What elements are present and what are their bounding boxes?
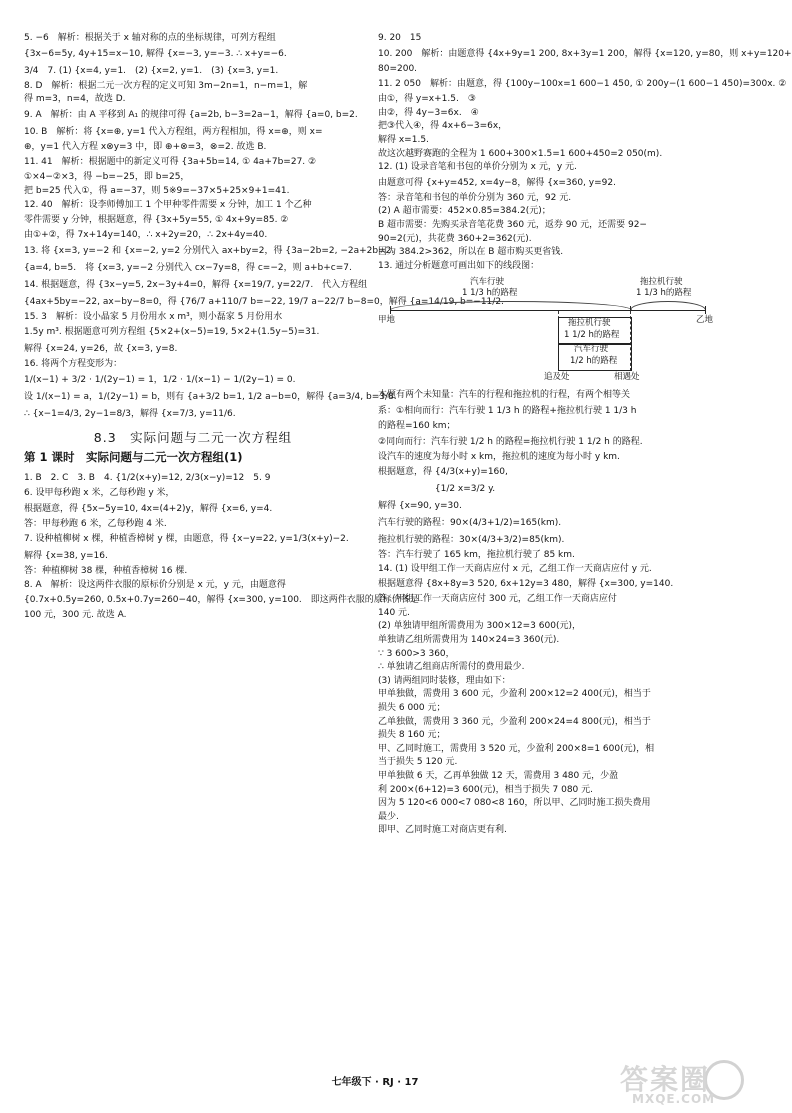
answer-line: 答：录音笔和书包的单价分别为 360 元，92 元. xyxy=(378,192,572,203)
car-brace xyxy=(390,301,632,310)
answer-line: 零件需要 y 分钟，根据题意，得 {3x+5y=55, ① 4x+9y=85. ② xyxy=(24,215,289,226)
answer-line: {1/2 x=3/2 y. xyxy=(378,484,496,495)
answer-line: 把 b=25 代入①，得 a=−37，则 5※9=−37×5+25×9+1=41. xyxy=(24,185,290,196)
answer-line: 5. −6 解析：根据关于 x 轴对称的点的坐标规律，可列方程组 xyxy=(24,33,276,43)
answer-line: 解得 x=1.5. xyxy=(378,134,429,145)
answer-line: 13. 通过分析题意可画出如下的线段图： xyxy=(378,260,540,271)
answer-line: {4ax+5by=−22, ax−by−8=0，得 {76/7 a+110/7 b=−22, 19/7 a−22/7 b−8=0，解得 {a=14/19, b=−11/2. xyxy=(24,296,504,307)
answer-block-13-14 xyxy=(378,389,728,838)
answer-line: 12. (1) 设录音笔和书包的单价分别为 x 元，y 元. xyxy=(378,162,577,173)
answer-line: 6. 设甲每秒跑 x 米，乙每秒跑 y 米， xyxy=(24,487,175,498)
route-line xyxy=(390,310,706,311)
answer-line: 1. B 2. C 3. B 4. {1/2(x+y)=12, 2/3(x−y)=12 5. 9 xyxy=(24,472,271,483)
answer-line: 11. 2 050 解析：由题意，得 {100y−100x=1 600−1 450, ① 200y−(1 600−1 450)=300x. ② xyxy=(378,79,787,90)
answer-line: 由②，得 4y−3=6x. ④ xyxy=(378,107,479,118)
answer-line: 9. 20 15 xyxy=(378,33,422,43)
answer-line: 故这次越野赛跑的全程为 1 600+300×1.5=1 600+450=2 050(m). xyxy=(378,148,663,159)
answer-line: 最少. xyxy=(378,811,399,822)
answer-line: 甲、乙同时施工，需费用 3 520 元，少盈利 200×8=1 600(元)，相 xyxy=(378,743,655,754)
watermark-logo xyxy=(612,1058,742,1108)
answer-line: 损失 8 160 元； xyxy=(378,730,446,741)
answer-line: 解得 {x=38, y=16. xyxy=(24,551,108,562)
route-start-tick xyxy=(390,306,391,314)
tractor-box-fraction: 1 1/2 h的路程 xyxy=(564,330,620,341)
answer-line: 9. A 解析：由 A 平移到 A₁ 的规律可得 {a=2b, b−3=2a−1，解得 {a=0, b=2. xyxy=(24,109,358,120)
watermark-url: MXQE.COM xyxy=(632,1092,716,1106)
answer-line: 解得 {x=90, y=30. xyxy=(378,501,462,512)
answer-line: 因为 384.2>362，所以在 B 超市购买更省钱. xyxy=(378,247,564,258)
catch-up-label: 追及处 xyxy=(544,372,570,383)
segment-diagram xyxy=(378,277,728,383)
answer-line: 设 1/(x−1) = a，1/(2y−1) = b，则有 {a+3/2 b=1, 1/2 a−b=0，解得 {a=3/4, b=3/8. xyxy=(24,391,397,402)
answer-line: 当于损失 5 120 元. xyxy=(378,757,458,768)
answer-line: 12. 40 解析：设李师傅加工 1 个甲种零件需要 x 分钟，加工 1 个乙种 xyxy=(24,199,312,210)
answer-line: 由题意可得 {x+y=452, x=4y−8，解得 {x=360, y=92. xyxy=(378,177,616,188)
answer-line: 损失 6 000 元； xyxy=(378,703,446,714)
answer-line: 16. 将两个方程变形为： xyxy=(24,359,123,370)
tractor-brace xyxy=(630,301,706,310)
answer-line: 10. B 解析：将 {x=⊕, y=1 代入方程组，两方程相加，得 x=⊕，则 x= xyxy=(24,126,323,137)
answer-line: 设汽车的速度为每小时 x km，拖拉机的速度为每小时 y km. xyxy=(378,451,620,462)
answer-line: 的路程=160 km； xyxy=(378,420,456,431)
answer-line: 把③代入④，得 4x+6−3=6x， xyxy=(378,121,508,132)
answer-line: ⊕，y=1 代入方程 x⊗y=3 中，即 ⊕+⊗=3，⊗=2. 故选 B. xyxy=(24,141,267,152)
car-top-label: 汽车行驶 xyxy=(470,277,505,288)
route-end-tick xyxy=(705,306,706,314)
watermark-title: 答案圈 xyxy=(620,1063,711,1096)
answer-line: B 超市需要：先购买录音笔花费 360 元，返券 90 元，还需要 92− xyxy=(378,219,647,230)
answer-line: 系：①相向而行：汽车行驶 1 1/3 h 的路程+拖拉机行驶 1 1/3 h xyxy=(378,405,637,416)
answer-line: 得 m=3，n=4，故选 D. xyxy=(24,94,126,105)
answer-line: 8. A 解析：设这两件衣服的原标价分别是 x 元，y 元，由题意得 xyxy=(24,579,286,590)
answer-line: 140 元. xyxy=(378,607,410,618)
answer-line: 汽车行驶的路程：90×(4/3+1/2)=165(km). xyxy=(378,518,562,529)
answer-line: 由①，得 y=x+1.5. ③ xyxy=(378,94,476,105)
answer-line: 14. 根据题意，得 {3x−y=5, 2x−3y+4=0，解得 {x=19/7, y=22/7. 代入方程组 xyxy=(24,279,368,290)
answer-line: 3/4 7. (1) {x=4, y=1. (2) {x=2, y=1. (3) {x=3, y=1. xyxy=(24,65,279,76)
answer-line: {3x−6=5y, 4y+15=x−10, 解得 {x=−3, y=−3. ∴ x+y=−6. xyxy=(24,48,287,59)
answer-line: 本题有两个未知量：汽车的行程和拖拉机的行程，有两个相等关 xyxy=(378,390,631,401)
answer-line: ∵ 3 600>3 360， xyxy=(378,648,455,659)
answer-line: ∴ 单独请乙组商店所需付的费用最少. xyxy=(378,662,525,673)
answer-line: 13. 将 {x=3, y=−2 和 {x=−2, y=2 分别代入 ax+by=2，得 {3a−2b=2, −2a+2b=2. xyxy=(24,245,395,256)
answer-line: (3) 请两组同时装修，理由如下： xyxy=(378,675,511,686)
answer-line: 由①+②，得 7x+14y=140，∴ x+2y=20，∴ 2x+4y=40. xyxy=(24,230,268,241)
answer-line: 利 200×(6+12)=3 600(元)，相当于损失 7 080 元. xyxy=(378,784,593,795)
answer-line: 100 元，300 元. 故选 A. xyxy=(24,610,127,621)
answer-line: (2) 单独请甲组所需费用为 300×12=3 600(元)， xyxy=(378,621,581,632)
answer-line: 根据题意得 {8x+8y=3 520, 6x+12y=3 480，解得 {x=300, y=140. xyxy=(378,579,674,590)
answer-line: 14. (1) 设甲组工作一天商店应付 x 元，乙组工作一天商店应付 y 元. xyxy=(378,563,652,574)
answer-line: 答：汽车行驶了 165 km，拖拉机行驶了 85 km. xyxy=(378,550,575,561)
answer-line: 90=2(元)，共花费 360+2=362(元). xyxy=(378,233,532,244)
answer-line: 7. 设种植柳树 x 棵，种植香樟树 y 棵，由题意，得 {x−y=22, y=1/3(x+y)−2. xyxy=(24,534,349,545)
tractor-box-label: 拖拉机行驶 xyxy=(568,318,611,329)
car-box-label: 汽车行驶 xyxy=(574,344,609,355)
tractor-top-fraction: 1 1/3 h的路程 xyxy=(636,288,692,299)
answer-line: {0.7x+0.5y=260, 0.5x+0.7y=260−40，解得 {x=300, y=100. 即这两件衣服的原标价各是 xyxy=(24,595,419,606)
tractor-top-label: 拖拉机行驶 xyxy=(640,277,683,288)
lesson-title: 第 1 课时 实际问题与二元一次方程组(1) xyxy=(24,449,243,464)
answer-line: ②同向而行：汽车行驶 1/2 h 的路程=拖拉机行驶 1 1/2 h 的路程. xyxy=(378,436,643,447)
answer-line: 解得 {x=24, y=26，故 {x=3, y=8. xyxy=(24,344,178,355)
answer-block-9-13 xyxy=(378,32,792,273)
end-place-label: 乙地 xyxy=(696,315,714,326)
answer-line: ①×4−②×3，得 −b=−25，即 b=25， xyxy=(24,172,190,183)
answer-line: {a=4, b=5. 将 {x=3, y=−2 分别代入 cx−7y=8，得 c=−2，则 a+b+c=7. xyxy=(24,262,352,273)
answer-line: 80=200. xyxy=(378,63,418,74)
answer-line: 拖拉机行驶的路程：30×(4/3+3/2)=85(km). xyxy=(378,535,565,546)
answer-line: 15. 3 解析：设小晶家 5 月份用水 x m³，则小磊家 5 月份用水 xyxy=(24,311,283,322)
answer-line: 即甲、乙同时施工对商店更有利. xyxy=(378,825,507,836)
answer-line: 8. D 解析：根据二元一次方程的定义可知 3m−2n=1，n−m=1，解 xyxy=(24,80,308,91)
car-box-fraction: 1/2 h的路程 xyxy=(570,356,618,367)
answer-line: 乙单独做，需费用 3 360 元，少盈利 200×24=4 800(元)，相当于 xyxy=(378,716,651,727)
answer-line: 因为 5 120<6 000<7 080<8 160，所以甲、乙同时施工损失费用 xyxy=(378,798,651,809)
answer-line: 甲单独做，需费用 3 600 元，少盈利 200×12=2 400(元)，相当于 xyxy=(378,689,651,700)
answer-line: 1.5y m³. 根据题意可列方程组 {5×2+(x−5)=19, 5×2+(1.5y−5)=31. xyxy=(24,327,320,338)
answer-line: 根据题意，得 {5x−5y=10, 4x=(4+2)y，解得 {x=6, y=4. xyxy=(24,503,273,514)
car-top-fraction: 1 1/3 h的路程 xyxy=(462,288,518,299)
answer-line: 11. 41 解析：根据题中的新定义可得 {3a+5b=14, ① 4a+7b=27. ② xyxy=(24,157,317,168)
answer-line: 单独请乙组所需费用为 140×24=3 360(元). xyxy=(378,635,560,646)
answer-line: 甲单独做 6 天，乙再单独做 12 天，需费用 3 480 元，少盈 xyxy=(378,771,619,781)
page-footer: 七年级下 · RJ · 17 xyxy=(331,1077,419,1088)
answer-line: ∴ {x−1=4/3, 2y−1=8/3，解得 {x=7/3, y=11/6. xyxy=(24,408,236,419)
section-title: 8.3 实际问题与二元一次方程组 xyxy=(93,429,293,445)
answer-line: 答：甲组工作一天商店应付 300 元，乙组工作一天商店应付 xyxy=(378,594,617,605)
right-column xyxy=(378,32,792,838)
answer-line: 10. 200 解析：由题意得 {4x+9y=1 200, 8x+3y=1 200，解得 {x=120, y=80，则 x+y=120+ xyxy=(378,48,792,59)
answer-line: 答：甲每秒跑 6 米，乙每秒跑 4 米. xyxy=(24,518,167,529)
meet-label: 相遇处 xyxy=(614,372,640,383)
start-place-label: 甲地 xyxy=(378,315,396,326)
answer-line: 1/(x−1) + 3/2 · 1/(2y−1) = 1，1/2 · 1/(x−1) − 1/(2y−1) = 0. xyxy=(24,374,296,385)
answer-line: (2) A 超市需要：452×0.85=384.2(元)； xyxy=(378,206,551,217)
answer-line: 根据题意，得 {4/3(x+y)=160, xyxy=(378,467,508,478)
answer-line: 答：种植柳树 38 棵，种植香樟树 16 棵. xyxy=(24,566,188,577)
